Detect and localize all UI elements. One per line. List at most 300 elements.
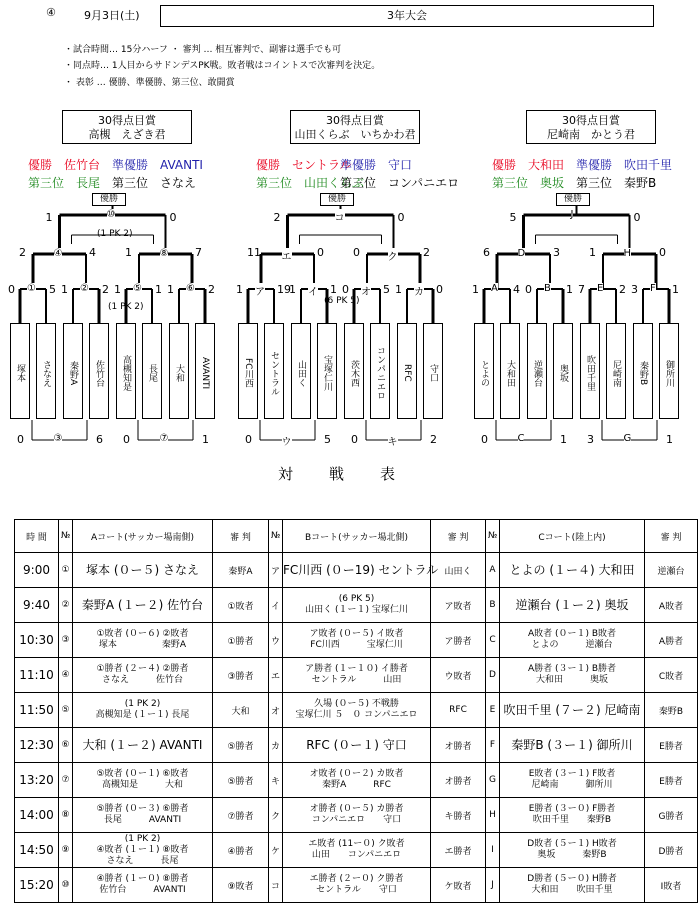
referee-cell: ⑨敗者 [213,868,269,903]
referee-cell: RFC [431,693,486,728]
rule-line: ・同点時… 1人目からサドンデスPK戦。敗者戦はコイントスで次審判を決定。 [64,61,381,71]
third-place-text: 第三位 さなえ [112,176,197,190]
court-a-match [73,833,213,868]
match-line: さなえ 佐竹台 [101,675,183,685]
score: 1 [236,283,243,296]
court-b-match [283,728,431,763]
match-line: FC川西 (０ー19) セントラル [283,562,439,577]
match-line: (6 PK 5) [338,594,375,604]
court-c-match [500,868,645,903]
court-b-match [283,693,431,728]
court-c-match [500,833,645,868]
match-label: J [570,209,574,220]
referee-cell: ⑤勝者 [213,728,269,763]
match-line: 大和 (１ー２) AVANTI [82,737,203,752]
court-b-match [283,658,431,693]
score: 4 [513,283,520,296]
referee-cell: 秦野B [645,693,698,728]
referee-cell: E勝者 [645,763,698,798]
court-a-match [73,763,213,798]
team-box: 大和田 [500,323,520,419]
court-c-match [500,693,645,728]
referee-cell: ア敗者 [431,588,486,623]
champion-text: 優勝 セントラル [256,158,352,172]
match-line: ①敗者 (０ー６) ②敗者 [96,629,189,639]
match-line: 山田 コンパニエロ [311,850,402,860]
match-line: 尼崎南 御所川 [531,780,613,790]
match-line: エ敗者 (11ー０) ク敗者 [308,839,405,849]
header-date: 9月3日(土) [84,9,140,22]
match-no-cell: ⑦ [59,763,73,798]
team-box: とよの [474,323,494,419]
rule-line: ・試合時間… 15分ハーフ ・ 審判 … 相互審判で、副審は選手でも可 [64,45,342,55]
team-box: 茨木西 [344,323,364,419]
score: 5 [49,283,56,296]
match-line: 奥坂 秦野B [537,850,607,860]
referee-cell: ウ敗者 [431,658,486,693]
column-header: № [269,520,283,553]
team-box: 逆瀬台 [527,323,547,419]
final-label: 優勝 [92,193,126,206]
match-no-cell: ⑨ [59,833,73,868]
match-line: A敗者 (０ー１) B敗者 [527,629,617,639]
final-label: 優勝 [556,193,590,206]
time-cell: 14:00 [15,798,59,833]
referee-cell: ⑦勝者 [213,798,269,833]
match-line: ア勝者 (１ー１０) イ勝者 [305,664,408,674]
court-a-match [73,658,213,693]
court-c-match [500,658,645,693]
score: 0 [351,433,358,446]
court-b-match [283,833,431,868]
match-line: 高槻知是 大和 [101,780,183,790]
match-label: ③ [53,433,63,444]
match-label: ⑦ [159,433,169,444]
match-no-cell: ⑤ [59,693,73,728]
match-no-cell: ⑩ [59,868,73,903]
time-cell: 13:20 [15,763,59,798]
score: 2 [273,211,281,224]
score: 2 [423,246,430,259]
time-cell: 10:30 [15,623,59,658]
team-box: RFC [397,323,417,419]
match-line: 大和田 吹田千里 [531,885,613,895]
referee-cell: ア勝者 [431,623,486,658]
match-label: B [544,283,551,294]
court-b-match [283,553,439,588]
team-box: 秦野A [63,323,83,419]
match-label: カ [414,283,424,298]
score: 2 [619,283,626,296]
match-no-cell: ケ [269,833,283,868]
score: 2 [208,283,215,296]
court-a-match [73,728,213,763]
score: 0 [123,433,130,446]
column-header: № [59,520,73,553]
team-box: 大和 [169,323,189,419]
match-line: ①勝者 (２ー４) ②勝者 [96,664,189,674]
award-title: 30得点目賞 [98,114,156,127]
referee-cell: A勝者 [645,623,698,658]
match-label: コ [335,209,345,224]
center-label: 対 戦 表 [278,465,398,483]
score: 0 [8,283,15,296]
match-no-cell: C [486,623,500,658]
score: 7 [578,283,585,296]
referee-cell: 逆瀬台 [645,553,698,588]
match-label: D [517,248,526,259]
award-name: 尼崎南 かとう君 [547,128,635,141]
referee-cell: ④勝者 [213,833,269,868]
match-label: ④ [53,248,63,259]
match-no-cell: ③ [59,623,73,658]
schedule-table [14,519,698,903]
referee-cell: C敗者 [645,658,698,693]
score: 0 [342,283,349,296]
time-cell: 14:50 [15,833,59,868]
team-box: 吹田千里 [580,323,600,419]
time-cell: 12:30 [15,728,59,763]
referee-cell: D勝者 [645,833,698,868]
match-no-cell: ⑥ [59,728,73,763]
runner-up-text: 準優勝 AVANTI [112,158,203,172]
score: 0 [659,246,666,259]
match-no-cell: E [486,693,500,728]
match-line: ⑤勝者 (０ー３) ⑥勝者 [96,804,189,814]
match-label: ⑥ [186,283,195,294]
court-b-match [283,798,431,833]
match-line: FC川西 宝塚仁川 [310,640,403,650]
match-line: 吹田千里 秦野B [532,815,612,825]
match-line: 大和田 奥坂 [535,675,608,685]
award-name: 山田くらぶ いちかわ君 [294,128,416,141]
runner-up-text: 準優勝 吹田千里 [576,158,673,172]
score: 0 [353,246,360,259]
pk-note: (6 PK 5) [324,296,360,306]
referee-cell: キ勝者 [431,798,486,833]
match-label: ウ [282,433,292,448]
score: 1 [45,211,53,224]
match-no-cell: ⑧ [59,798,73,833]
court-b-match [283,868,431,903]
match-no-cell: A [486,553,500,588]
score: 7 [195,246,202,259]
score: 3 [631,283,638,296]
match-line: セントラル 山田 [311,675,402,685]
match-line: 高槻知是 (１ー１) 長尾 [95,710,190,720]
score: 0 [317,246,324,259]
match-line: 山田く (１ー１) 宝塚仁川 [305,605,408,615]
column-header: 時 間 [15,520,59,553]
court-c-match [500,798,645,833]
pk-note: (1 PK 2) [97,229,133,239]
match-line: セントラル 守口 [316,885,397,895]
match-no-cell: J [486,868,500,903]
match-line: とよの 逆瀬台 [531,640,613,650]
match-line: 秦野A (１ー２) 佐竹台 [81,597,204,612]
rule-line: ・ 表彰 … 優勝、準優勝、第三位、敢闘賞 [64,78,235,88]
score: 5 [324,433,331,446]
award-name: 高槻 えざき君 [88,128,166,141]
court-c-match [500,763,645,798]
match-no-cell: H [486,798,500,833]
team-box: 尼崎南 [606,323,626,419]
team-box: 高槻知是 [116,323,136,419]
match-label: C [517,433,525,444]
match-line: さなえ 長尾 [106,855,179,866]
referee-cell: I敗者 [645,868,698,903]
score: 0 [481,433,488,446]
third-place-text: 第三位 山田くらぶ [256,176,365,190]
court-a-match [73,868,213,903]
team-box: AVANTI [195,323,215,419]
referee-cell: E勝者 [645,728,698,763]
team-box: 長尾 [142,323,162,419]
match-label: E [597,283,604,294]
score: 5 [509,211,517,224]
score: 6 [96,433,103,446]
match-no-cell: イ [269,588,283,623]
score: 0 [169,211,177,224]
match-label: F [650,283,656,294]
match-label: エ [282,248,292,263]
match-line: (1 PK 2) [124,699,161,709]
match-line: エ勝者 (２ー０) ク勝者 [309,874,404,884]
time-cell: 9:00 [15,553,59,588]
time-cell: 11:10 [15,658,59,693]
match-no-cell: キ [269,763,283,798]
court-a-match [73,553,213,588]
match-label: ⑧ [159,248,169,259]
match-line: (1 PK 2) [124,833,161,844]
score: 2 [19,246,26,259]
match-no-cell: I [486,833,500,868]
match-line: オ敗者 (０ー２) カ敗者 [309,769,404,779]
match-line: コンパニエロ 守口 [311,815,402,825]
third-place-text: 第三位 長尾 [28,176,101,190]
score: 1 [672,283,679,296]
table-row [15,588,698,623]
team-box: 秦野B [633,323,653,419]
team-box: コンパニエロ [370,323,390,419]
team-box: 奥坂 [553,323,573,419]
referee-cell: ⑤勝者 [213,763,269,798]
match-line: ④勝者 (１ー０) ⑧勝者 [96,874,189,884]
score: 2 [102,283,109,296]
score: 1 [566,283,573,296]
table-row [15,623,698,658]
score: 1 [289,283,296,296]
score: 1 [560,433,567,446]
team-box: セントラル [264,323,284,419]
match-no-cell: B [486,588,500,623]
score: 1 [61,283,68,296]
champion-text: 優勝 佐竹台 [28,158,101,172]
column-header: 審 判 [431,520,486,553]
score: 19 [277,283,291,296]
team-box: 山田く [291,323,311,419]
match-label: キ [388,433,398,448]
team-box: 宝塚仁川 [317,323,337,419]
score: 1 [330,283,337,296]
match-line: RFC (０ー１) 守口 [306,737,407,752]
score: 4 [89,246,96,259]
score: 0 [525,283,532,296]
match-line: 秦野A RFC [322,780,391,790]
match-no-cell: ウ [269,623,283,658]
team-box: さなえ [36,323,56,419]
score: 1 [395,283,402,296]
referee-cell: オ勝者 [431,763,486,798]
court-a-match [73,588,213,623]
table-row [15,798,698,833]
time-cell: 9:40 [15,588,59,623]
score: 1 [666,433,673,446]
court-c-match [500,588,645,623]
match-label: ② [80,283,89,294]
third-place-text: 第三位 奥坂 [492,176,565,190]
table-header-row [15,520,698,553]
match-line: ⑤敗者 (０ー１) ⑥敗者 [96,769,189,779]
match-label: ⑤ [133,283,142,294]
match-line: ④敗者 (１ー１) ⑧敗者 [96,844,189,855]
match-no-cell: D [486,658,500,693]
third-place-text: 第三位 秦野B [576,176,657,190]
time-cell: 11:50 [15,693,59,728]
referee-cell: G勝者 [645,798,698,833]
table-row [15,553,698,588]
column-header: № [486,520,500,553]
match-line: E敗者 (３ー１) F敗者 [528,769,616,779]
match-label: オ [361,283,371,298]
score: 0 [245,433,252,446]
referee-cell: 秦野A [213,553,269,588]
match-no-cell: エ [269,658,283,693]
score: 1 [114,283,121,296]
score: 11 [247,246,261,259]
table-row [15,728,698,763]
referee-cell: オ勝者 [431,728,486,763]
runner-up-text: 準優勝 守口 [340,158,413,172]
score: 1 [472,283,479,296]
match-no-cell: ④ [59,658,73,693]
column-header: 審 判 [213,520,269,553]
court-b-match [283,623,431,658]
match-no-cell: F [486,728,500,763]
score: 1 [167,283,174,296]
match-line: A勝者 (３ー１) B勝者 [527,664,617,674]
match-line: 久場 (０ー５) 不戦勝 [314,699,399,709]
match-line: D勝者 (５ー０) H勝者 [527,874,617,884]
column-header: Bコート(サッカー場北側) [283,520,431,553]
referee-cell: 大和 [213,693,269,728]
match-no-cell: ク [269,798,283,833]
match-line: 秦野B (３ー１) 御所川 [511,737,633,752]
time-cell: 15:20 [15,868,59,903]
court-a-match [73,693,213,728]
match-line: 逆瀬台 (１ー２) 奥坂 [515,597,629,612]
match-label: ア [255,283,265,298]
team-box: FC川西 [238,323,258,419]
third-place-text: 第三位 コンパニエロ [340,176,460,190]
court-c-match [500,728,645,763]
table-row [15,658,698,693]
match-line: 佐竹台 AVANTI [99,885,186,895]
match-no-cell: コ [269,868,283,903]
score: 1 [202,433,209,446]
match-line: 長尾 AVANTI [103,815,182,825]
score: 0 [17,433,24,446]
column-header: Cコート(陸上内) [500,520,645,553]
score: 1 [125,246,132,259]
final-label: 優勝 [320,193,354,206]
match-label: ⑩ [106,209,116,220]
match-label: G [623,433,632,444]
column-header: 審 判 [645,520,698,553]
table-row [15,833,698,868]
column-header: Aコート(サッカー場南側) [73,520,213,553]
match-label: ① [27,283,36,294]
referee-cell: ①敗者 [213,588,269,623]
court-b-match [283,588,431,623]
match-no-cell: ア [269,553,283,588]
table-row [15,763,698,798]
match-line: 宝塚仁川 ５ ０ コンパニエロ [295,710,418,720]
match-line: ア敗者 (０ー５) イ敗者 [309,629,404,639]
table-row [15,693,698,728]
score: 5 [383,283,390,296]
match-line: オ勝者 (０ー５) カ勝者 [309,804,404,814]
referee-cell: ケ敗者 [431,868,486,903]
match-no-cell: ① [59,553,73,588]
match-label: ク [388,248,398,263]
match-label: A [491,283,498,294]
score: 0 [633,211,641,224]
referee-cell: ①勝者 [213,623,269,658]
score: 0 [397,211,405,224]
table-row [15,868,698,903]
score: 6 [483,246,490,259]
score: 3 [587,433,594,446]
team-box: 御所川 [659,323,679,419]
court-c-match [500,623,645,658]
match-no-cell: オ [269,693,283,728]
header-title: 3年大会 [160,5,654,27]
award-title: 30得点目賞 [562,114,620,127]
referee-cell: A敗者 [645,588,698,623]
match-no-cell: ② [59,588,73,623]
match-no-cell: カ [269,728,283,763]
header-number: ④ [46,6,56,19]
match-line: E勝者 (３ー０) F勝者 [528,804,616,814]
champion-text: 優勝 大和田 [492,158,565,172]
match-line: 吹田千里 (７ー２) 尼崎南 [503,702,641,717]
court-a-match [73,798,213,833]
court-c-match [500,553,645,588]
match-line: 塚本 (０ー５) さなえ [86,562,199,577]
score: 2 [430,433,437,446]
score: 0 [436,283,443,296]
referee-cell: 山田く [431,553,486,588]
score: 1 [589,246,596,259]
referee-cell: ③勝者 [213,658,269,693]
team-box: 塚本 [10,323,30,419]
team-box: 佐竹台 [89,323,109,419]
court-a-match [73,623,213,658]
match-no-cell: G [486,763,500,798]
score: 1 [155,283,162,296]
match-line: D敗者 (５ー１) H敗者 [527,839,617,849]
